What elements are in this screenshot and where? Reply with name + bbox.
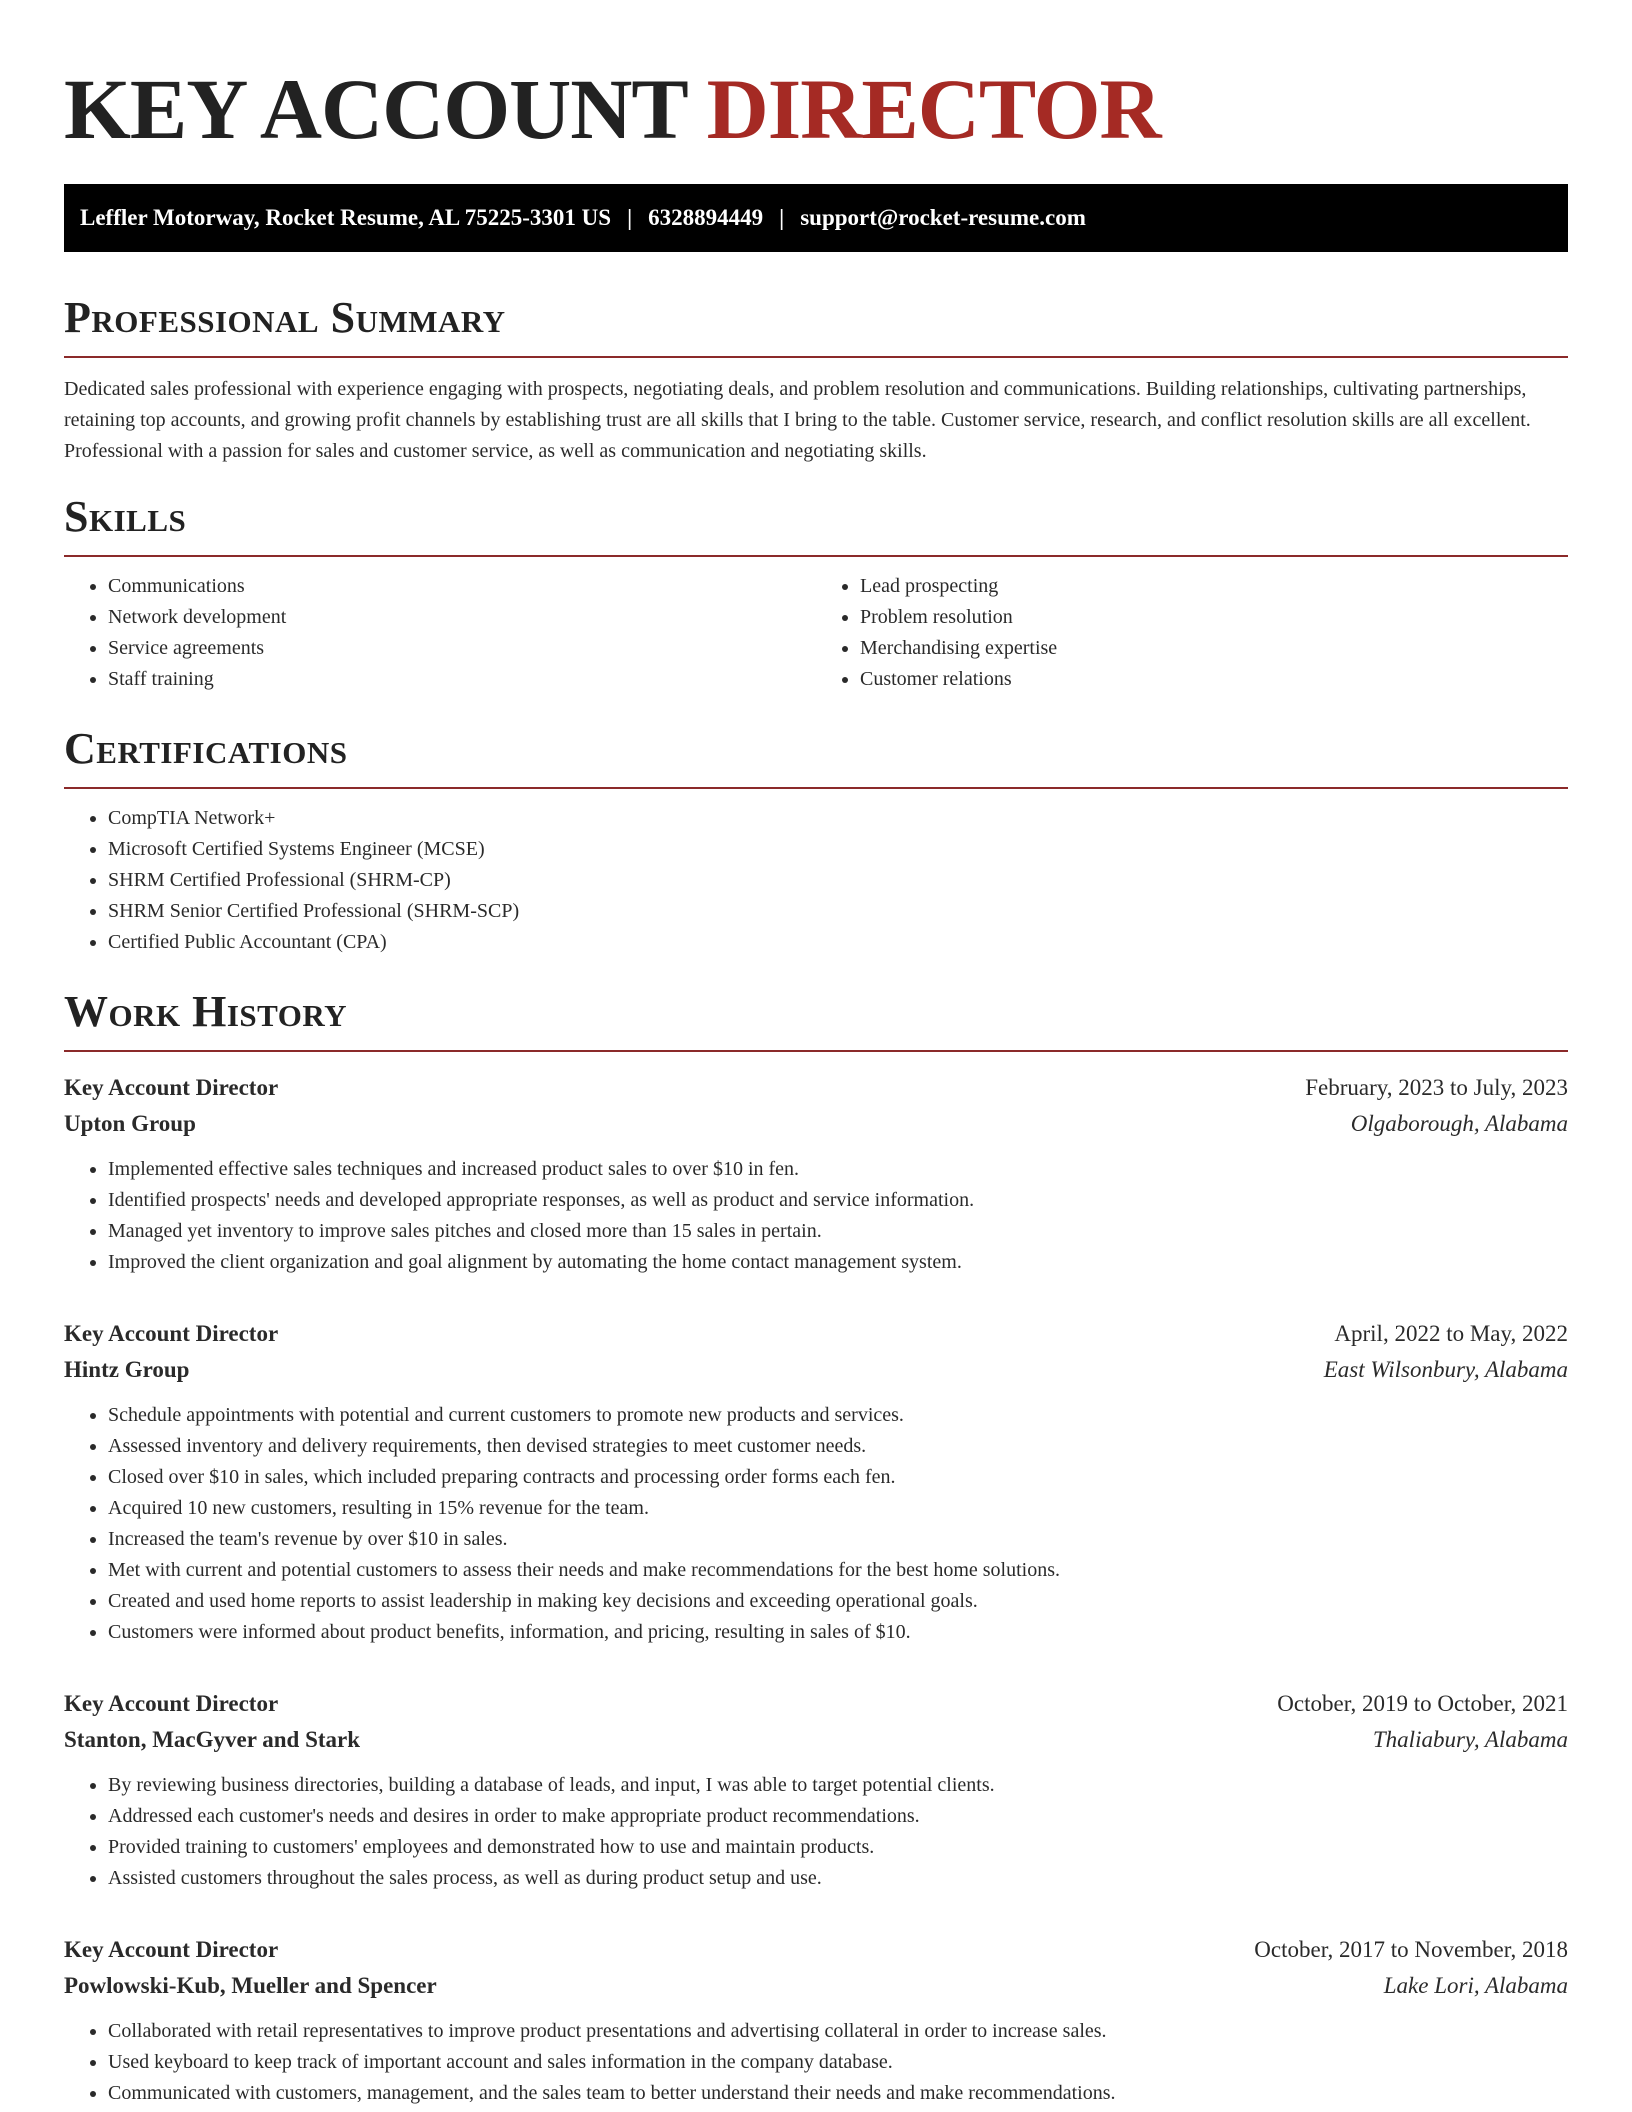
contact-email: support@rocket-resume.com: [800, 205, 1086, 230]
job-company: Stanton, MacGyver and Stark: [64, 1727, 361, 1752]
job-bullet: • Closed over $10 in sales, which included preparing contracts and processing order forms each fen.: [108, 1462, 1568, 1493]
job-subheader-row: [64, 1106, 1568, 1142]
job-entry: [64, 1686, 1568, 1894]
job-title: Key Account Director: [64, 1691, 279, 1716]
certification-item: • Certified Public Accountant (CPA): [108, 927, 1568, 958]
job-location: East Wilsonbury, Alabama: [1323, 1357, 1568, 1382]
job-bullet: • Assessed inventory and delivery requirements, then devised strategies to meet customer needs.: [108, 1431, 1568, 1462]
job-bullet: • Improved the client organization and goal alignment by automating the home contact management system.: [108, 1247, 1568, 1278]
job-bullet: • Collaborated with retail representatives to improve product presentations and advertising collateral in order to increase sales.: [108, 2016, 1568, 2047]
section-divider: [64, 356, 1568, 358]
job-bullet: • Acquired 10 new customers, resulting in 15% revenue for the team.: [108, 1493, 1568, 1524]
section-divider: [64, 1050, 1568, 1052]
job-bullets: [64, 2016, 1568, 2109]
certifications-section: [64, 724, 1568, 958]
certifications-heading: Certifications: [64, 724, 348, 773]
skill-item: • Problem resolution: [860, 602, 1568, 633]
contact-bar: [64, 184, 1568, 252]
job-location: Lake Lori, Alabama: [1383, 1973, 1568, 1998]
contact-address: Leffler Motorway, Rocket Resume, AL 75225-3301 US: [80, 205, 612, 230]
job-bullet: • Implemented effective sales techniques and increased product sales to over $10 in fen.: [108, 1154, 1568, 1185]
job-bullet: • Communicated with customers, management, and the sales team to better understand their needs and make recommendations.: [108, 2078, 1568, 2109]
job-title: Key Account Director: [64, 1937, 279, 1962]
job-bullet: • Met with current and potential customers to assess their needs and make recommendations for the best home solutions.: [108, 1555, 1568, 1586]
job-company: Upton Group: [64, 1111, 196, 1136]
certification-item: • CompTIA Network+: [108, 803, 1568, 834]
name-part-1: KEY ACCOUNT: [64, 61, 687, 157]
job-header-row: [64, 1686, 1568, 1722]
job-entry: [64, 1932, 1568, 2109]
certification-item: • SHRM Senior Certified Professional (SHRM-SCP): [108, 896, 1568, 927]
skills-list-left: [64, 571, 816, 695]
contact-separator: |: [627, 205, 633, 230]
job-bullet: • Increased the team's revenue by over $10 in sales.: [108, 1524, 1568, 1555]
job-bullet: • Addressed each customer's needs and desires in order to make appropriate product recommendations.: [108, 1801, 1568, 1832]
job-subheader-row: [64, 1968, 1568, 2004]
name-part-2: DIRECTOR: [706, 61, 1161, 157]
job-bullet: • Schedule appointments with potential and current customers to promote new products and services.: [108, 1400, 1568, 1431]
job-bullets: [64, 1400, 1568, 1648]
certification-item: • Microsoft Certified Systems Engineer (MCSE): [108, 834, 1568, 865]
job-header-row: [64, 1932, 1568, 1968]
summary-heading: Professional Summary: [64, 293, 506, 342]
job-header-row: [64, 1070, 1568, 1106]
job-bullets: [64, 1770, 1568, 1894]
job-dates: October, 2019 to October, 2021: [1277, 1691, 1568, 1716]
work-history-section: [64, 987, 1568, 2109]
skill-item: • Communications: [108, 571, 816, 602]
skill-item: • Staff training: [108, 664, 816, 695]
job-company: Powlowski-Kub, Mueller and Spencer: [64, 1973, 437, 1998]
contact-phone: 6328894449: [648, 205, 764, 230]
work-history-heading: Work History: [64, 987, 348, 1036]
skill-item: • Network development: [108, 602, 816, 633]
job-dates: April, 2022 to May, 2022: [1334, 1321, 1568, 1346]
certification-item: • SHRM Certified Professional (SHRM-CP): [108, 865, 1568, 896]
skill-item: • Service agreements: [108, 633, 816, 664]
job-location: Thaliabury, Alabama: [1372, 1727, 1568, 1752]
job-title: Key Account Director: [64, 1321, 279, 1346]
job-bullet: • Used keyboard to keep track of important account and sales information in the company database.: [108, 2047, 1568, 2078]
job-bullet: • Customers were informed about product benefits, information, and pricing, resulting in sales of $10.: [108, 1617, 1568, 1648]
skill-item: • Lead prospecting: [860, 571, 1568, 602]
contact-separator: |: [779, 205, 785, 230]
job-bullet: • By reviewing business directories, building a database of leads, and input, I was able to target potential clients.: [108, 1770, 1568, 1801]
certifications-list: [64, 803, 1568, 958]
summary-text: Dedicated sales professional with experience engaging with prospects, negotiating deals, and problem resolution and communications. Building relationships, cultivating partnerships, retaining top accounts, and growing profit channels by establishing trust are all skills that I bring to the table. Customer service, research, and conflict resolution skills are all excellent. Professional with a passion for sales and customer service, as well as communication and negotiating skills.: [64, 378, 1531, 462]
job-subheader-row: [64, 1722, 1568, 1758]
job-location: Olgaborough, Alabama: [1350, 1111, 1568, 1136]
job-title: Key Account Director: [64, 1075, 279, 1100]
job-header-row: [64, 1316, 1568, 1352]
job-dates: October, 2017 to November, 2018: [1254, 1937, 1568, 1962]
job-entry: [64, 1316, 1568, 1648]
resume-name: [64, 61, 1568, 157]
section-divider: [64, 787, 1568, 789]
skills-list-right: [816, 571, 1568, 695]
job-bullet: • Created and used home reports to assist leadership in making key decisions and exceeding operational goals.: [108, 1586, 1568, 1617]
job-bullet: • Managed yet inventory to improve sales pitches and closed more than 15 sales in pertain.: [108, 1216, 1568, 1247]
job-bullets: [64, 1154, 1568, 1278]
job-dates: February, 2023 to July, 2023: [1305, 1075, 1568, 1100]
skills-heading: Skills: [64, 492, 187, 541]
job-bullet: • Identified prospects' needs and developed appropriate responses, as well as product and service information.: [108, 1185, 1568, 1216]
job-subheader-row: [64, 1352, 1568, 1388]
skills-section: [64, 492, 1568, 695]
skills-grid: [64, 557, 1568, 695]
skill-item: • Merchandising expertise: [860, 633, 1568, 664]
skill-item: • Customer relations: [860, 664, 1568, 695]
job-bullet: • Assisted customers throughout the sales process, as well as during product setup and use.: [108, 1863, 1568, 1894]
job-company: Hintz Group: [64, 1357, 190, 1382]
job-bullet: • Provided training to customers' employees and demonstrated how to use and maintain products.: [108, 1832, 1568, 1863]
job-entry: [64, 1070, 1568, 1278]
summary-section: [64, 293, 1568, 467]
